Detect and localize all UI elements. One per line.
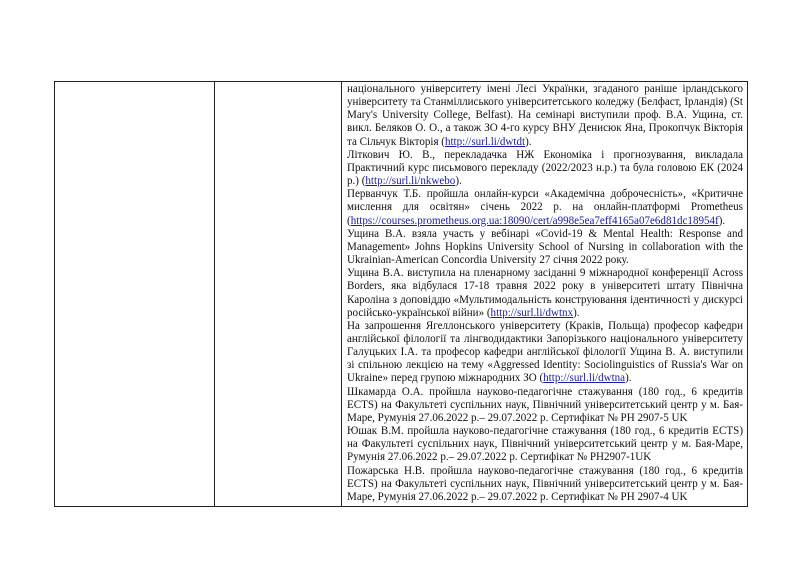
paragraph-jagiellonian-lecture [347,320,743,386]
link-dwtna[interactable]: http://surl.li/dwtna [543,372,626,385]
link-prometheus-cert[interactable]: https://courses.prometheus.org.ua:18090/cert/a998e5ea7eff4165a07e6d81dc18954f [350,214,719,227]
paragraph-text: національного університету імені Лесі Українки, згаданого раніше ірландського університету та Станміллиського університетського коледжу (Белфаст, Ірландія) (St Mary's University College, Belfast). На семінарі виступили проф. В.А. Ущина, ст. викл. Беляков О. О., а також ЗО 4-го курсу ВНУ Денисюк Яна, Прокопчук Вікторія та Сільчук Вікторія ( [347,83,743,148]
paragraph-text-end: ). [573,306,580,319]
paragraph-shkamarda [347,386,743,425]
table-cell-empty-2 [215,82,342,507]
paragraph-text-end: ). [718,214,726,227]
paragraph-seminar [347,83,743,149]
paragraph-text: Літкович Ю. В., перекладачка НЖ Економіка і прогнозування, викладала Практичний курс письмового перекладу (2022/2023 н.р.) та була головою ЕК (2024 р.) ( [347,148,743,188]
paragraph-text: Ущина В.А. виступила на пленарному засіданні 9 міжнародної конференції Across Borders, яка відбулася 17-18 травня 2022 року в університеті штату Північна Кароліна з доповіддю «Мультимодальність конструювання ідентичності у дискурсі російсько-української війни» ( [347,267,743,319]
document-table [54,81,748,507]
paragraph-text: Шкамарда О.А. пройшла науково-педагогічне стажування (180 год., 6 кредитів ECTS) на Факультеті суспільних наук, Північний університетський центр у м. Бая-Маре, Румунія 27.06.2022 р.– 29.07.2022 р. Сертифікат № PH 2907-5 UK [347,385,743,424]
paragraph-text-end: ). [455,175,462,188]
table-cell-empty-1 [55,82,215,507]
paragraph-pervanchuk [347,188,743,227]
paragraph-text: На запрошення Ягеллонського університету (Краків, Польща) професор кафедри англійської філології та лінгводидактики Запорізького національного університету Галуцьких І.А. та професор кафедри англійської філології Ущина В. А. виступили зі спільною лекцією на тему «Aggressed Identity: Sociolinguistics of Russia's War on Ukraine» перед групою міжнародних ЗО ( [347,319,743,385]
link-dwtnx[interactable]: http://surl.li/dwtnx [490,306,574,319]
paragraph-text: Ущина В.А. взяла участь у вебінарі «Covid-19 & Mental Health: Response and Management» Johns Hopkins University School of Nursing in collaboration with the Ukrainian-American Concordia University 27 січня 2022 року. [347,227,743,267]
paragraph-text: Перванчук Т.Б. пройшла онлайн-курси «Академічна доброчесність», «Критичне мислення для освітян» січень 2022 р. на онлайн-платформі Prometheus ( [347,188,743,227]
paragraph-text: Пожарська Н.В. пройшла науково-педагогічне стажування (180 год., 6 кредитів ECTS) на Факультеті суспільних наук, Північний університетський центр у м. Бая-Маре, Румунія 27.06.2022 р.– 29.07.2022 р. Сертифікат № PH 2907-4 UK [347,464,743,503]
paragraph-ushchyna-webinar [347,228,743,267]
paragraph-text-end: ). [625,372,632,385]
paragraph-litkovych [347,149,743,188]
link-nkwebo[interactable]: http://surl.li/nkwebo [365,175,456,188]
paragraph-yushak [347,425,743,464]
paragraph-pozharska [347,465,743,504]
paragraph-text-end: ). [525,135,532,148]
paragraph-ushchyna-conference [347,267,743,320]
link-dwtdt[interactable]: http://surl.li/dwtdt [444,135,526,148]
table-row [55,82,748,507]
paragraph-text: Юшак В.М. пройшла науково-педагогічне стажування (180 год., 6 кредитів ECTS) на Факультеті суспільних наук, Північний університетський центр у м. Бая-Маре, Румунія 27.06.2022 р.– 29.07.2022 р. Сертифікат № PH2907-1UK [347,425,743,464]
table-cell-content [342,82,748,507]
